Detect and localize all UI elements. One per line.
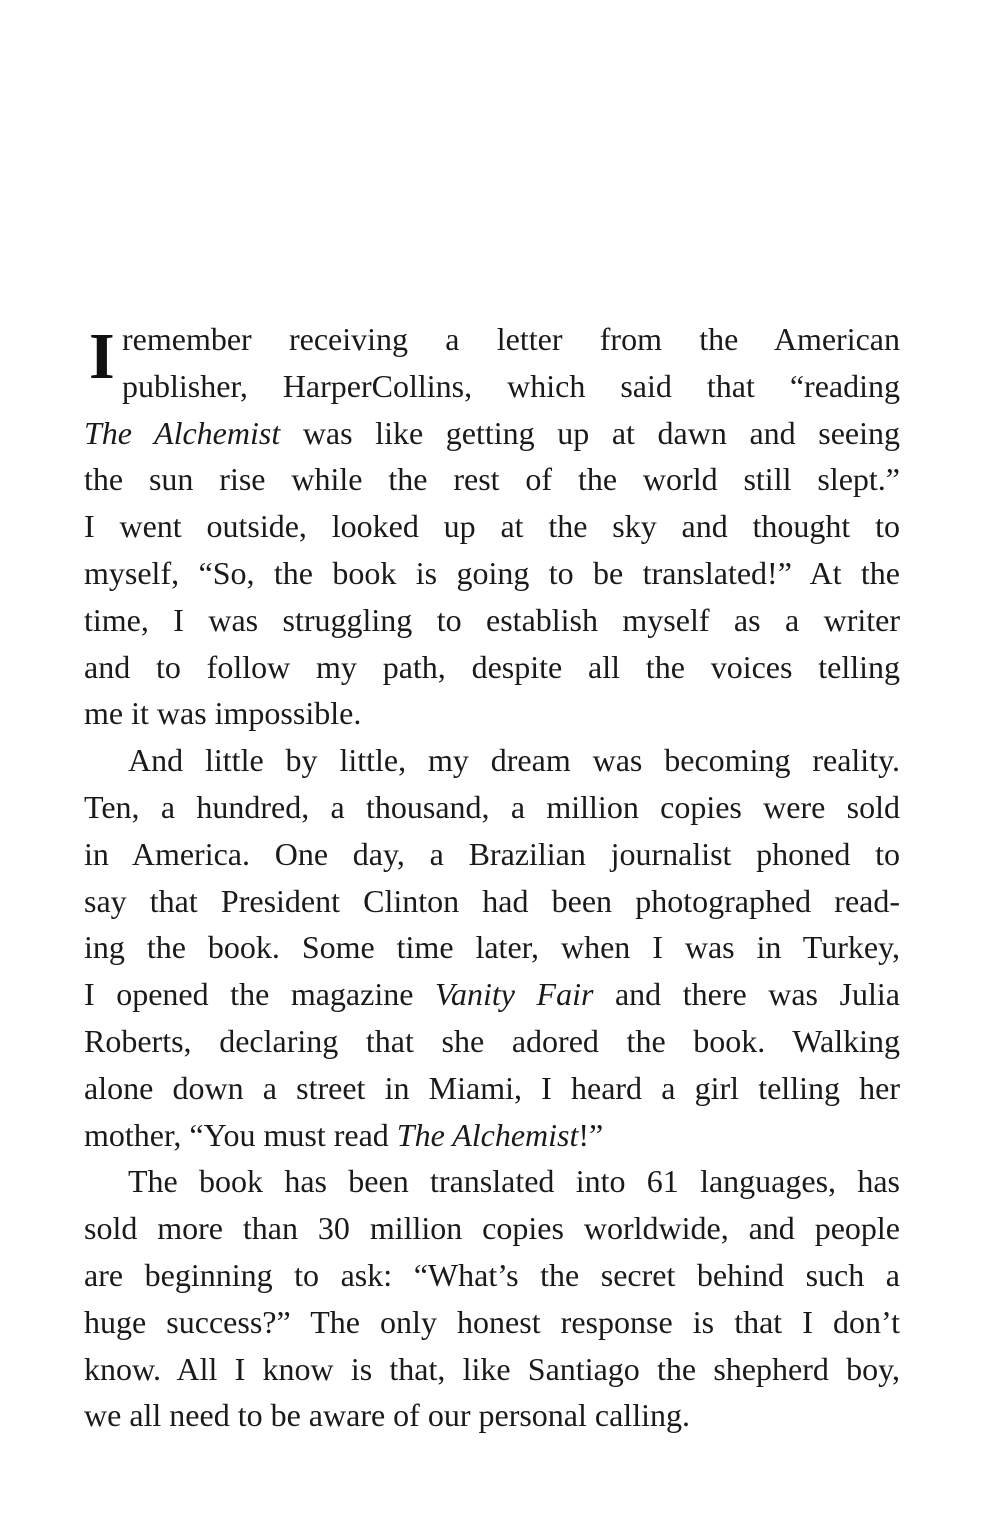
- text-segment: publisher, HarperCollins, which said that “reading: [122, 367, 900, 404]
- text-segment: we all need to be aware of our personal calling.: [84, 1397, 690, 1434]
- text-segment: !”: [578, 1116, 604, 1153]
- text-segment: ing the book. Some time later, when I was in Turkey,: [84, 929, 900, 966]
- text-segment: mother, “You must read: [84, 1116, 397, 1153]
- text-segment: myself, “So, the book is going to be translated!” At the: [84, 554, 900, 591]
- text-segment: remember receiving a letter from the American: [122, 321, 900, 357]
- text-segment: in America. One day, a Brazilian journalist phoned to: [84, 835, 900, 872]
- text-segment: I opened the magazine: [84, 976, 435, 1013]
- text-line: [84, 1392, 900, 1439]
- text-segment: and to follow my path, despite all the voices telling: [84, 648, 900, 685]
- paragraph: [84, 316, 900, 737]
- italic-title: The Alchemist: [84, 414, 281, 451]
- text-line: [84, 597, 900, 644]
- page-body-text: [84, 316, 900, 1439]
- text-line: [84, 971, 900, 1018]
- text-line: [84, 363, 900, 410]
- text-segment: and there was Julia: [593, 976, 901, 1013]
- text-segment: me it was impossible.: [84, 695, 362, 732]
- text-segment: And little by little, my dream was becoming reality.: [128, 742, 900, 779]
- text-line: [84, 1299, 900, 1346]
- text-segment: know. All I know is that, like Santiago the shepherd boy,: [84, 1350, 900, 1387]
- text-line: [84, 1252, 900, 1299]
- text-segment: are beginning to ask: “What’s the secret behind such a: [84, 1256, 900, 1293]
- paragraph: [84, 737, 900, 1158]
- text-segment: Roberts, declaring that she adored the book. Walking: [84, 1022, 900, 1059]
- italic-title: Vanity Fair: [434, 976, 594, 1013]
- text-line: [84, 644, 900, 691]
- text-segment: I went outside, looked up at the sky and thought to: [84, 508, 900, 545]
- paragraph: [84, 1158, 900, 1439]
- text-line: [84, 924, 900, 971]
- text-line: [84, 456, 900, 503]
- text-line: [84, 690, 900, 737]
- text-segment: Ten, a hundred, a thousand, a million copies were sold: [84, 788, 900, 825]
- text-line: [84, 1205, 900, 1252]
- text-segment: time, I was struggling to establish myself as a writer: [84, 601, 900, 638]
- text-line: [84, 878, 900, 925]
- text-segment: sold more than 30 million copies worldwide, and people: [84, 1210, 900, 1247]
- text-line: [84, 1346, 900, 1393]
- text-line: [84, 1065, 900, 1112]
- drop-cap: I: [89, 320, 115, 393]
- text-segment: The book has been translated into 61 languages, has: [128, 1163, 900, 1200]
- text-line: [84, 1112, 900, 1159]
- text-line: [84, 316, 900, 363]
- text-line: [84, 831, 900, 878]
- text-line: [84, 550, 900, 597]
- text-segment: the sun rise while the rest of the world still slept.”: [84, 461, 900, 498]
- text-segment: was like getting up at dawn and seeing: [280, 414, 901, 451]
- text-segment: say that President Clinton had been photographed read-: [84, 882, 900, 919]
- text-line: [84, 503, 900, 550]
- text-segment: huge success?” The only honest response is that I don’t: [84, 1303, 900, 1340]
- italic-title: The Alchemist: [396, 1116, 579, 1153]
- text-segment: alone down a street in Miami, I heard a girl telling her: [84, 1069, 900, 1106]
- text-line: [84, 784, 900, 831]
- text-line: [84, 1018, 900, 1065]
- text-line: [84, 410, 900, 457]
- text-line: [84, 1158, 900, 1205]
- text-line: [84, 737, 900, 784]
